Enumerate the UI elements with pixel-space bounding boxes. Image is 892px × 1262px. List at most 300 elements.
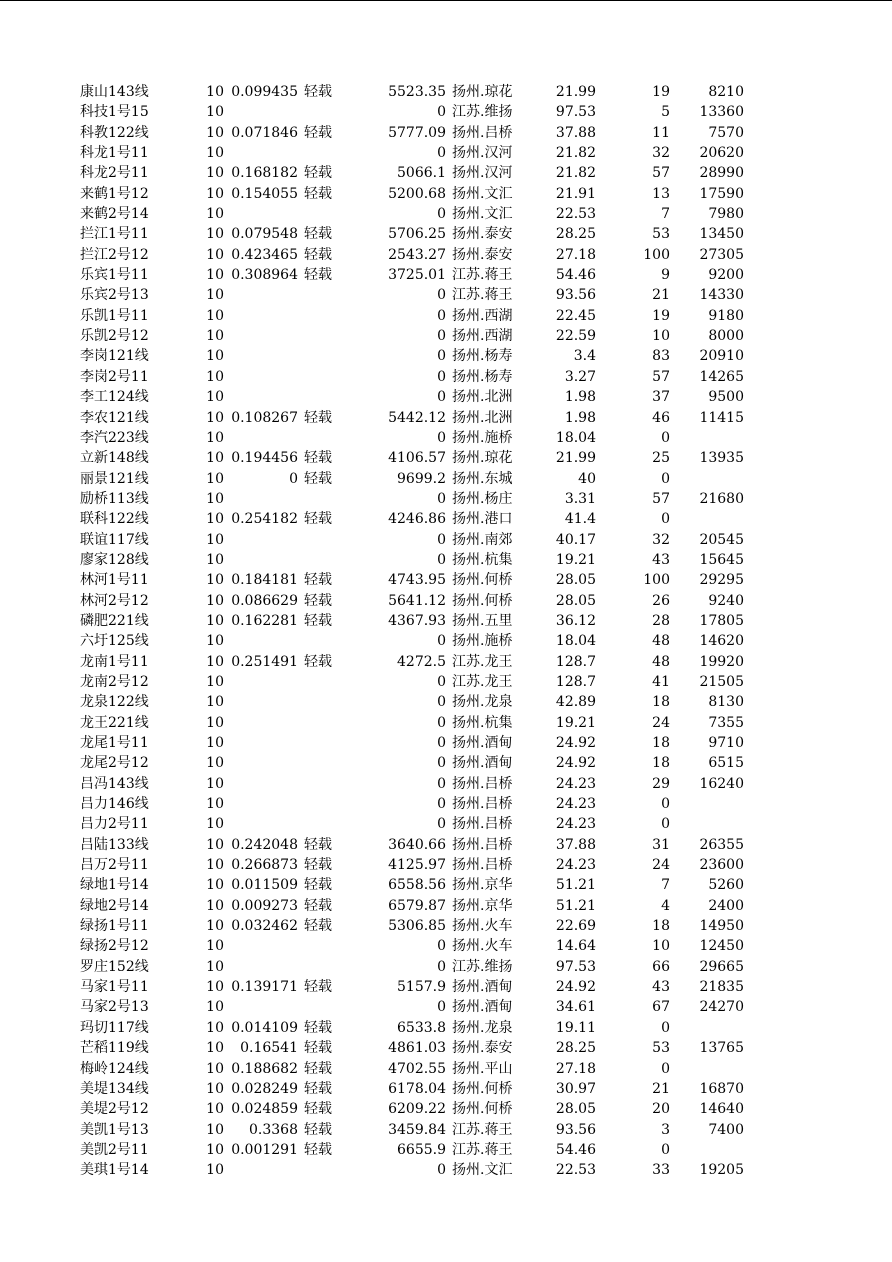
- voltage-cell: 10: [206, 307, 224, 324]
- total-cell: 23600: [699, 857, 744, 874]
- total-cell: 21680: [699, 490, 744, 507]
- capacity-cell: 0: [437, 551, 446, 568]
- substation-cell: 扬州.何桥: [452, 572, 513, 589]
- load-rate-cell: 0.071846: [231, 124, 298, 141]
- users-cell: 32: [652, 145, 670, 162]
- capacity-cell: 0: [437, 755, 446, 772]
- line-name-cell: 李岗2号11: [80, 368, 149, 385]
- load-status-cell: 轻载: [304, 450, 332, 467]
- substation-cell: 扬州.汉河: [452, 165, 513, 182]
- load-rate-cell: 0.16541: [240, 1040, 298, 1057]
- load-status-cell: 轻载: [304, 1080, 332, 1097]
- substation-cell: 扬州.京华: [452, 897, 513, 914]
- users-cell: 0: [661, 1141, 670, 1158]
- voltage-cell: 10: [206, 653, 224, 670]
- load-status-cell: 轻载: [304, 1019, 332, 1036]
- voltage-cell: 10: [206, 775, 224, 792]
- substation-cell: 扬州.泰安: [452, 226, 513, 243]
- total-cell: 27305: [699, 246, 744, 263]
- substation-cell: 扬州.火车: [452, 918, 513, 935]
- users-cell: 0: [661, 1019, 670, 1036]
- load-rate-cell: 0.014109: [231, 1019, 298, 1036]
- length-cell: 42.89: [555, 694, 596, 711]
- length-cell: 21.99: [555, 84, 596, 100]
- line-name-cell: 科龙1号11: [80, 145, 149, 162]
- length-cell: 22.53: [555, 1162, 596, 1179]
- voltage-cell: 10: [206, 958, 224, 975]
- voltage-cell: 10: [206, 918, 224, 935]
- table-row: [0, 1079, 892, 1099]
- load-rate-cell: 0.266873: [231, 857, 298, 874]
- load-rate-cell: 0: [289, 470, 298, 487]
- substation-cell: 扬州.杨寿: [452, 348, 513, 365]
- table-row: [0, 977, 892, 997]
- load-status-cell: 轻载: [304, 877, 332, 894]
- substation-cell: 扬州.南郊: [452, 531, 513, 548]
- line-name-cell: 科教122线: [80, 124, 149, 141]
- capacity-cell: 0: [437, 429, 446, 446]
- table-row: [0, 367, 892, 387]
- load-rate-cell: 0.184181: [231, 572, 298, 589]
- total-cell: 15645: [699, 551, 744, 568]
- table-row: [0, 245, 892, 265]
- users-cell: 48: [652, 653, 670, 670]
- length-cell: 18.04: [555, 429, 596, 446]
- load-status-cell: 轻载: [304, 918, 332, 935]
- length-cell: 14.64: [555, 938, 596, 955]
- load-status-cell: 轻载: [304, 1040, 332, 1057]
- voltage-cell: 10: [206, 1121, 224, 1138]
- table-row: [0, 448, 892, 468]
- voltage-cell: 10: [206, 145, 224, 162]
- users-cell: 33: [652, 1162, 670, 1179]
- users-cell: 3: [661, 1121, 670, 1138]
- length-cell: 3.4: [573, 348, 596, 365]
- voltage-cell: 10: [206, 796, 224, 813]
- total-cell: 28990: [699, 165, 744, 182]
- substation-cell: 扬州.酒甸: [452, 999, 513, 1016]
- line-name-cell: 联谊117线: [80, 531, 149, 548]
- users-cell: 18: [652, 755, 670, 772]
- voltage-cell: 10: [206, 979, 224, 996]
- users-cell: 29: [652, 775, 670, 792]
- voltage-cell: 10: [206, 389, 224, 406]
- substation-cell: 扬州.何桥: [452, 1101, 513, 1118]
- length-cell: 41.4: [564, 511, 596, 528]
- line-name-cell: 绿地2号14: [80, 897, 149, 914]
- voltage-cell: 10: [206, 368, 224, 385]
- line-name-cell: 林河1号11: [80, 572, 149, 589]
- capacity-cell: 0: [437, 287, 446, 304]
- length-cell: 24.92: [555, 735, 596, 751]
- total-cell: 17805: [699, 612, 744, 629]
- substation-cell: 扬州.平山: [452, 1060, 513, 1077]
- voltage-cell: 10: [206, 735, 224, 751]
- substation-cell: 扬州.文汇: [452, 206, 513, 223]
- line-name-cell: 龙泉122线: [80, 694, 149, 711]
- load-rate-cell: 0.3368: [249, 1121, 298, 1138]
- table-row: [0, 814, 892, 834]
- line-name-cell: 乐凯1号11: [80, 307, 149, 324]
- substation-cell: 扬州.文汇: [452, 1162, 513, 1179]
- voltage-cell: 10: [206, 409, 224, 426]
- total-cell: 9710: [708, 735, 744, 751]
- total-cell: 14640: [699, 1101, 744, 1118]
- voltage-cell: 10: [206, 673, 224, 690]
- table-row: [0, 570, 892, 590]
- substation-cell: 江苏.龙王: [452, 673, 513, 690]
- line-name-cell: 绿扬2号12: [80, 938, 149, 955]
- users-cell: 53: [652, 1040, 670, 1057]
- capacity-cell: 3725.01: [388, 267, 446, 284]
- table-row: [0, 1038, 892, 1058]
- capacity-cell: 0: [437, 368, 446, 385]
- voltage-cell: 10: [206, 490, 224, 507]
- substation-cell: 江苏.蒋王: [452, 267, 513, 284]
- line-name-cell: 美凯1号13: [80, 1121, 149, 1138]
- length-cell: 22.69: [555, 918, 596, 935]
- users-cell: 28: [652, 612, 670, 629]
- line-name-cell: 罗庄152线: [80, 958, 149, 975]
- capacity-cell: 0: [437, 348, 446, 365]
- table-row: [0, 1160, 892, 1180]
- capacity-cell: 0: [437, 816, 446, 833]
- load-rate-cell: 0.162281: [231, 612, 298, 629]
- capacity-cell: 0: [437, 735, 446, 751]
- capacity-cell: 6178.04: [388, 1080, 446, 1097]
- capacity-cell: 6558.56: [388, 877, 446, 894]
- line-name-cell: 绿扬1号11: [80, 918, 149, 935]
- capacity-cell: 5200.68: [388, 185, 446, 202]
- table-row: [0, 1140, 892, 1160]
- length-cell: 24.23: [555, 816, 596, 833]
- table-row: [0, 346, 892, 366]
- table-row: [0, 387, 892, 407]
- table-row: [0, 550, 892, 570]
- substation-cell: 扬州.何桥: [452, 592, 513, 609]
- substation-cell: 扬州.吕桥: [452, 836, 513, 853]
- total-cell: 6515: [708, 755, 744, 772]
- load-status-cell: 轻载: [304, 246, 332, 263]
- line-name-cell: 绿地1号14: [80, 877, 149, 894]
- capacity-cell: 0: [437, 796, 446, 813]
- substation-cell: 扬州.杭集: [452, 714, 513, 731]
- voltage-cell: 10: [206, 572, 224, 589]
- capacity-cell: 0: [437, 775, 446, 792]
- table-row: [0, 184, 892, 204]
- line-name-cell: 林河2号12: [80, 592, 149, 609]
- line-name-cell: 励桥113线: [80, 490, 149, 507]
- voltage-cell: 10: [206, 1040, 224, 1057]
- users-cell: 53: [652, 226, 670, 243]
- capacity-cell: 3640.66: [388, 836, 446, 853]
- voltage-cell: 10: [206, 755, 224, 772]
- voltage-cell: 10: [206, 104, 224, 121]
- capacity-cell: 4106.57: [388, 450, 446, 467]
- table-row: [0, 753, 892, 773]
- length-cell: 34.61: [555, 999, 596, 1016]
- length-cell: 1.98: [564, 409, 596, 426]
- voltage-cell: 10: [206, 185, 224, 202]
- substation-cell: 扬州.酒甸: [452, 979, 513, 996]
- users-cell: 0: [661, 470, 670, 487]
- substation-cell: 扬州.吕桥: [452, 775, 513, 792]
- users-cell: 0: [661, 511, 670, 528]
- capacity-cell: 0: [437, 531, 446, 548]
- users-cell: 66: [652, 958, 670, 975]
- substation-cell: 江苏.蒋王: [452, 1141, 513, 1158]
- users-cell: 21: [652, 1080, 670, 1097]
- users-cell: 20: [652, 1101, 670, 1118]
- length-cell: 21.99: [555, 450, 596, 467]
- load-status-cell: 轻载: [304, 84, 332, 100]
- users-cell: 7: [661, 206, 670, 223]
- total-cell: 20620: [699, 145, 744, 162]
- length-cell: 54.46: [555, 1141, 596, 1158]
- total-cell: 8000: [708, 328, 744, 345]
- capacity-cell: 3459.84: [388, 1121, 446, 1138]
- users-cell: 67: [652, 999, 670, 1016]
- voltage-cell: 10: [206, 246, 224, 263]
- load-rate-cell: 0.139171: [231, 979, 298, 996]
- users-cell: 46: [652, 409, 670, 426]
- users-cell: 0: [661, 429, 670, 446]
- line-name-cell: 联科122线: [80, 511, 149, 528]
- load-status-cell: 轻载: [304, 1121, 332, 1138]
- total-cell: 5260: [708, 877, 744, 894]
- table-row: [0, 997, 892, 1017]
- load-status-cell: 轻载: [304, 165, 332, 182]
- load-status-cell: 轻载: [304, 897, 332, 914]
- line-name-cell: 来鹤1号12: [80, 185, 149, 202]
- capacity-cell: 0: [437, 694, 446, 711]
- voltage-cell: 10: [206, 612, 224, 629]
- substation-cell: 扬州.汉河: [452, 145, 513, 162]
- length-cell: 22.45: [555, 307, 596, 324]
- line-name-cell: 乐凯2号12: [80, 328, 149, 345]
- table-row: [0, 530, 892, 550]
- total-cell: 20910: [699, 348, 744, 365]
- table-row: [0, 611, 892, 631]
- table-row: [0, 1018, 892, 1038]
- substation-cell: 扬州.杭集: [452, 551, 513, 568]
- capacity-cell: 0: [437, 145, 446, 162]
- length-cell: 19.11: [555, 1019, 596, 1036]
- length-cell: 1.98: [564, 389, 596, 406]
- users-cell: 13: [652, 185, 670, 202]
- load-rate-cell: 0.099435: [231, 84, 298, 100]
- users-cell: 10: [652, 938, 670, 955]
- total-cell: 16240: [699, 775, 744, 792]
- substation-cell: 扬州.杨庄: [452, 490, 513, 507]
- total-cell: 11415: [699, 409, 744, 426]
- voltage-cell: 10: [206, 1019, 224, 1036]
- substation-cell: 扬州.五里: [452, 612, 513, 629]
- load-rate-cell: 0.242048: [231, 836, 298, 853]
- capacity-cell: 0: [437, 999, 446, 1016]
- length-cell: 19.21: [555, 551, 596, 568]
- users-cell: 100: [643, 246, 670, 263]
- users-cell: 18: [652, 735, 670, 751]
- voltage-cell: 10: [206, 816, 224, 833]
- total-cell: 8210: [708, 84, 744, 100]
- voltage-cell: 10: [206, 714, 224, 731]
- capacity-cell: 4367.93: [388, 612, 446, 629]
- total-cell: 12450: [699, 938, 744, 955]
- line-name-cell: 吕陆133线: [80, 836, 149, 853]
- table-row: [0, 102, 892, 122]
- length-cell: 51.21: [555, 897, 596, 914]
- total-cell: 21505: [699, 673, 744, 690]
- substation-cell: 扬州.吕桥: [452, 796, 513, 813]
- capacity-cell: 5306.85: [388, 918, 446, 935]
- load-rate-cell: 0.251491: [231, 653, 298, 670]
- length-cell: 21.82: [555, 165, 596, 182]
- load-rate-cell: 0.024859: [231, 1101, 298, 1118]
- line-name-cell: 马家1号11: [80, 979, 149, 996]
- users-cell: 0: [661, 796, 670, 813]
- load-status-cell: 轻载: [304, 267, 332, 284]
- length-cell: 36.12: [555, 612, 596, 629]
- total-cell: 2400: [708, 897, 744, 914]
- table-row: [0, 1099, 892, 1119]
- voltage-cell: 10: [206, 84, 224, 100]
- capacity-cell: 0: [437, 328, 446, 345]
- length-cell: 24.23: [555, 796, 596, 813]
- capacity-cell: 5641.12: [388, 592, 446, 609]
- table-row: [0, 82, 892, 102]
- table-row: [0, 733, 892, 753]
- line-name-cell: 乐宾1号11: [80, 267, 149, 284]
- substation-cell: 扬州.泰安: [452, 246, 513, 263]
- voltage-cell: 10: [206, 836, 224, 853]
- voltage-cell: 10: [206, 633, 224, 650]
- capacity-cell: 4272.5: [397, 653, 446, 670]
- total-cell: 14330: [699, 287, 744, 304]
- load-status-cell: 轻载: [304, 836, 332, 853]
- users-cell: 37: [652, 389, 670, 406]
- voltage-cell: 10: [206, 938, 224, 955]
- length-cell: 30.97: [555, 1080, 596, 1097]
- table-row: [0, 631, 892, 651]
- line-name-cell: 李农121线: [80, 409, 149, 426]
- total-cell: 13765: [699, 1040, 744, 1057]
- substation-cell: 扬州.吕桥: [452, 857, 513, 874]
- line-name-cell: 梅岭124线: [80, 1060, 149, 1077]
- load-rate-cell: 0.423465: [231, 246, 298, 263]
- voltage-cell: 10: [206, 551, 224, 568]
- substation-cell: 扬州.泰安: [452, 1040, 513, 1057]
- line-name-cell: 玛切117线: [80, 1019, 149, 1036]
- users-cell: 57: [652, 490, 670, 507]
- voltage-cell: 10: [206, 1080, 224, 1097]
- substation-cell: 扬州.杨寿: [452, 368, 513, 385]
- total-cell: 8130: [708, 694, 744, 711]
- substation-cell: 扬州.龙泉: [452, 694, 513, 711]
- substation-cell: 扬州.琼花: [452, 450, 513, 467]
- line-name-cell: 磷肥221线: [80, 612, 149, 629]
- capacity-cell: 0: [437, 673, 446, 690]
- substation-cell: 扬州.北洲: [452, 409, 513, 426]
- table-row: [0, 408, 892, 428]
- table-row: [0, 509, 892, 529]
- length-cell: 21.82: [555, 145, 596, 162]
- users-cell: 19: [652, 84, 670, 100]
- table-row: [0, 713, 892, 733]
- line-name-cell: 龙尾2号12: [80, 755, 149, 772]
- load-rate-cell: 0.079548: [231, 226, 298, 243]
- load-status-cell: 轻载: [304, 1060, 332, 1077]
- load-status-cell: 轻载: [304, 124, 332, 141]
- table-row: [0, 163, 892, 183]
- users-cell: 18: [652, 694, 670, 711]
- table-row: [0, 591, 892, 611]
- users-cell: 26: [652, 592, 670, 609]
- length-cell: 27.18: [555, 1060, 596, 1077]
- voltage-cell: 10: [206, 694, 224, 711]
- table-row: [0, 875, 892, 895]
- line-name-cell: 科技1号15: [80, 104, 149, 121]
- users-cell: 24: [652, 857, 670, 874]
- length-cell: 28.05: [555, 572, 596, 589]
- substation-cell: 江苏.蒋王: [452, 1121, 513, 1138]
- length-cell: 37.88: [555, 124, 596, 141]
- capacity-cell: 5066.1: [397, 165, 446, 182]
- load-status-cell: 轻载: [304, 409, 332, 426]
- load-rate-cell: 0.011509: [231, 877, 298, 894]
- substation-cell: 扬州.龙泉: [452, 1019, 513, 1036]
- table-row: [0, 204, 892, 224]
- line-name-cell: 龙南1号11: [80, 653, 149, 670]
- table-row: [0, 428, 892, 448]
- load-status-cell: 轻载: [304, 185, 332, 202]
- capacity-cell: 4246.86: [388, 511, 446, 528]
- line-name-cell: 拦江2号12: [80, 246, 149, 263]
- length-cell: 128.7: [555, 673, 596, 690]
- table-row: [0, 692, 892, 712]
- capacity-cell: 4861.03: [388, 1040, 446, 1057]
- total-cell: 13935: [699, 450, 744, 467]
- line-name-cell: 乐宾2号13: [80, 287, 149, 304]
- voltage-cell: 10: [206, 1141, 224, 1158]
- table-row: [0, 957, 892, 977]
- load-status-cell: 轻载: [304, 1101, 332, 1118]
- users-cell: 9: [661, 267, 670, 284]
- voltage-cell: 10: [206, 267, 224, 284]
- users-cell: 48: [652, 633, 670, 650]
- table-row: [0, 916, 892, 936]
- capacity-cell: 0: [437, 104, 446, 121]
- voltage-cell: 10: [206, 1101, 224, 1118]
- load-rate-cell: 0.308964: [231, 267, 298, 284]
- line-name-cell: 美琪1号14: [80, 1162, 149, 1179]
- voltage-cell: 10: [206, 450, 224, 467]
- capacity-cell: 0: [437, 958, 446, 975]
- line-name-cell: 吕万2号11: [80, 857, 149, 874]
- substation-cell: 扬州.西湖: [452, 328, 513, 345]
- total-cell: 17590: [699, 185, 744, 202]
- total-cell: 24270: [699, 999, 744, 1016]
- length-cell: 93.56: [555, 287, 596, 304]
- table-row: [0, 652, 892, 672]
- substation-cell: 扬州.酒甸: [452, 735, 513, 751]
- users-cell: 57: [652, 368, 670, 385]
- users-cell: 5: [661, 104, 670, 121]
- line-name-cell: 丽景121线: [80, 470, 149, 487]
- capacity-cell: 4702.55: [388, 1060, 446, 1077]
- length-cell: 40.17: [555, 531, 596, 548]
- capacity-cell: 0: [437, 1162, 446, 1179]
